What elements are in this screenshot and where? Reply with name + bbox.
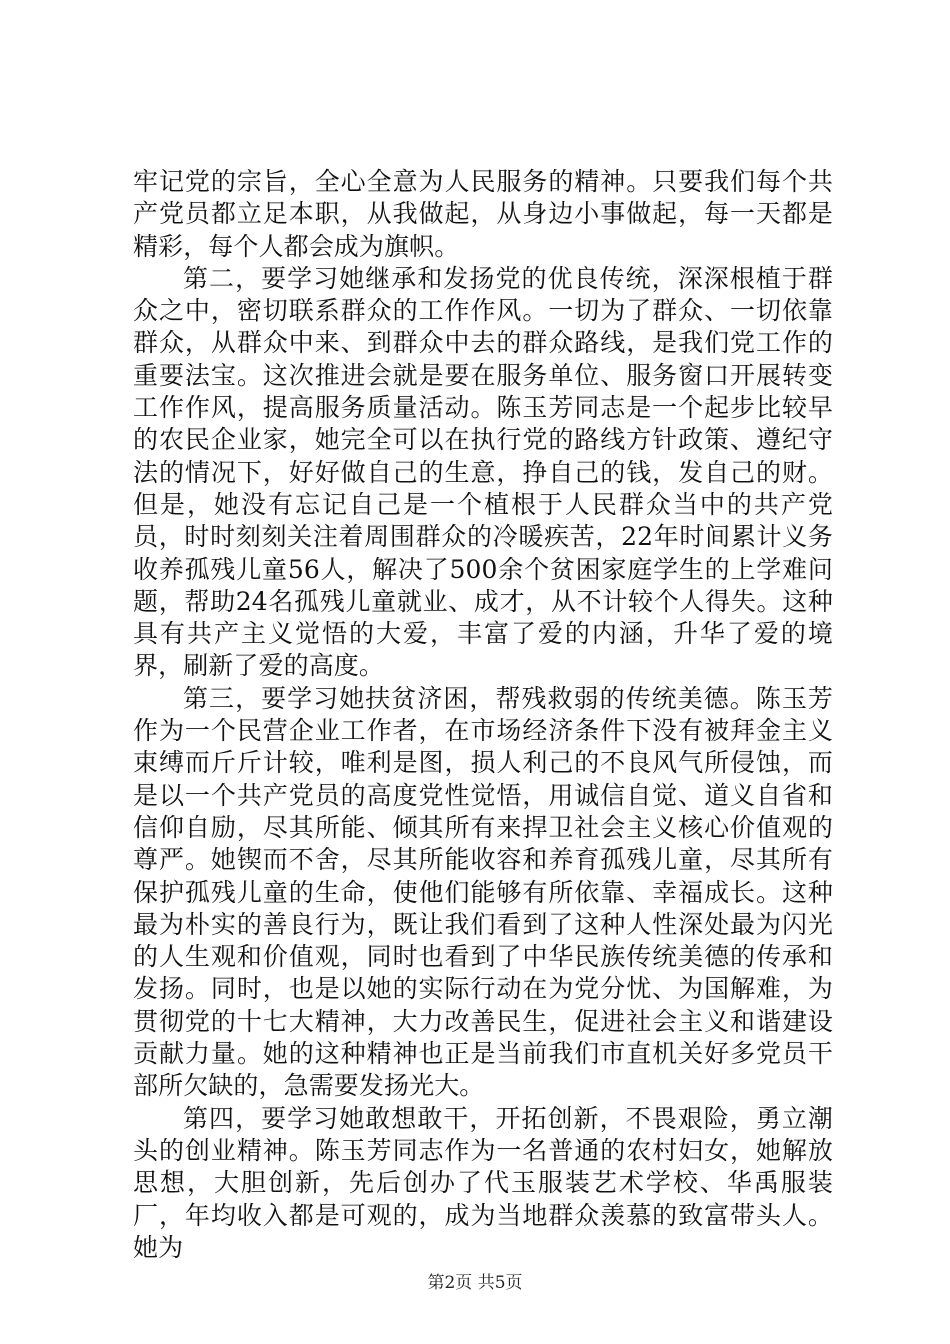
page-number-indicator: 第2页 共5页 <box>427 1273 523 1293</box>
paragraph-second-point: 第二，要学习她继承和发扬党的优良传统，深深根植于群众之中，密切联系群众的工作作风。一切为了群众、一切依靠群众，从群众中来、到群众中去的群众路线，是我们党工作的重要法宝。这次推进会就是要在服务单位、服务窗口开展转变工作作风，提高服务质量活动。陈玉芳同志是一个起步比较早的农民企业家，她完全可以在执行党的路线方针政策、遵纪守法的情况下，好好做自己的生意，挣自己的钱，发自己的财。但是，她没有忘记自己是一个植根于人民群众当中的共产党员，时时刻刻关注着周围群众的冷暖疾苦，22年时间累计义务收养孤残儿童56人，解决了500余个贫困家庭学生的上学难问题，帮助24名孤残儿童就业、成才，从不计较个人得失。这种具有共产主义觉悟的大爱，丰富了爱的内涵，升华了爱的境界，刷新了爱的高度。 <box>133 263 833 681</box>
paragraph-third-point: 第三，要学习她扶贫济困，帮残救弱的传统美德。陈玉芳作为一个民营企业工作者，在市场经济条件下没有被拜金主义束缚而斤斤计较，唯利是图，损人利己的不良风气所侵蚀，而是以一个共产党员的高度党性觉悟，用诚信自觉、道义自省和信仰自励，尽其所能、倾其所有来捍卫社会主义核心价值观的尊严。她锲而不舍，尽其所能收容和养育孤残儿童，尽其所有保护孤残儿童的生命，使他们能够有所依靠、幸福成长。这种最为朴实的善良行为，既让我们看到了这种人性深处最为闪光的人生观和价值观，同时也看到了中华民族传统美德的传承和发扬。同时，也是以她的实际行动在为党分忧、为国解难，为贯彻党的十七大精神，大力改善民生，促进社会主义和谐建设贡献力量。她的这种精神也正是当前我们市直机关好多党员干部所欠缺的，急需要发扬光大。 <box>133 683 833 1101</box>
paragraph-fourth-point: 第四，要学习她敢想敢干，开拓创新，不畏艰险，勇立潮头的创业精神。陈玉芳同志作为一名普通的农村妇女，她解放思想，大胆创新，先后创办了代玉服装艺术学校、华禹服装厂，年均收入都是可观的，成为当地群众羡慕的致富带头人。她为 <box>133 1103 833 1262</box>
paragraph-continuation: 牢记党的宗旨，全心全意为人民服务的精神。只要我们每个共产党员都立足本职，从我做起，从身边小事做起，每一天都是精彩，每个人都会成为旗帜。 <box>133 167 833 261</box>
document-body <box>133 166 833 1264</box>
page-footer <box>0 1272 950 1294</box>
